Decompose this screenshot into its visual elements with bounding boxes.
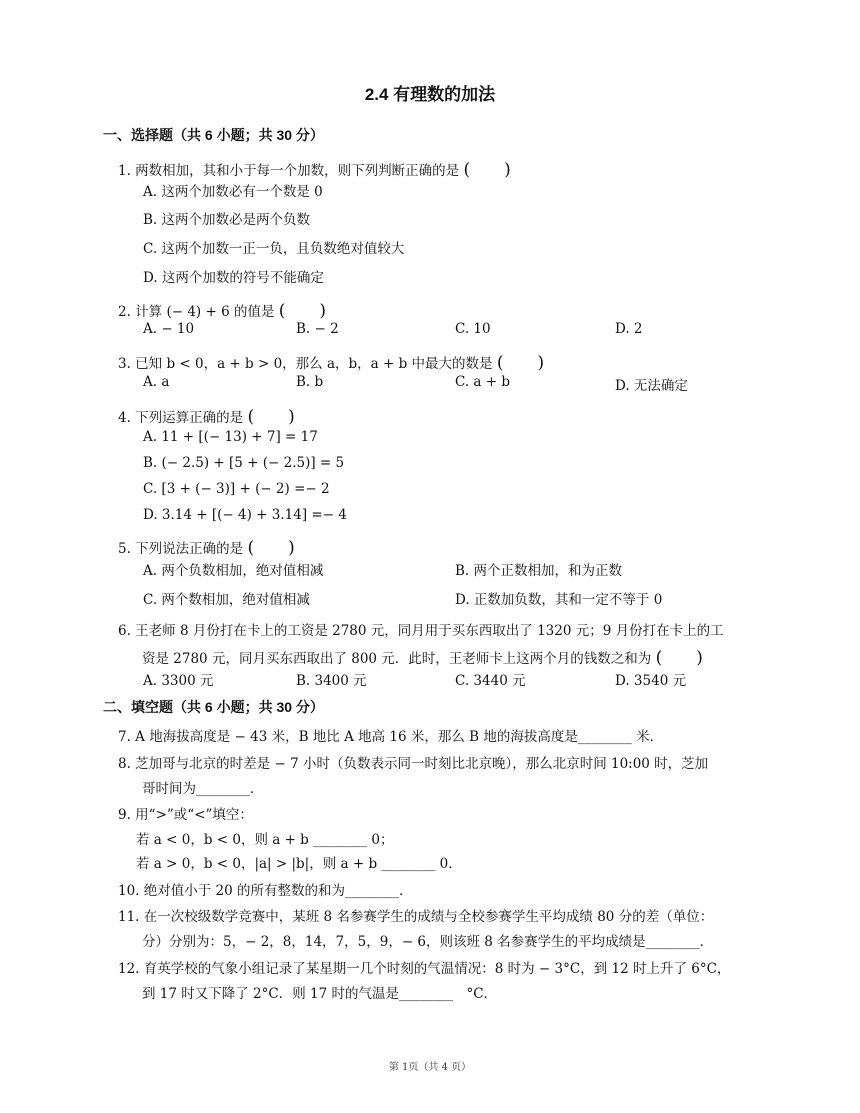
q1-option-b: B. 这两个加数必是两个负数 [143, 212, 311, 228]
q1-option-d: D. 这两个加数的符号不能确定 [143, 270, 324, 286]
question-stem: 2. 计算 (− 4) + 6 的值是 [118, 304, 275, 320]
answer-paren: ( ) [496, 353, 545, 373]
question-12-line-1: 12. 育英学校的气象小组记录了某星期一几个时刻的气温情况：8 时为 − 3°C，到 12 时上升了 6°C， [118, 961, 731, 977]
answer-paren: ( ) [278, 301, 327, 321]
q6-option-a: A. 3300 元 [143, 673, 214, 689]
question-9-line-2: 若 a < 0，b < 0，则 a + b ________ 0； [136, 832, 394, 848]
q3-option-a: A. a [143, 374, 170, 390]
question-11-line-2: 分）分别为：5，− 2，8，14，7，5，9，− 6，则该班 8 名参赛学生的平均成绩是________． [142, 934, 714, 950]
question-6-line-1: 6. 王老师 8 月份打在卡上的工资是 2780 元，同月用于买东西取出了 1320 元；9 月份打在卡上的工 [118, 623, 724, 639]
question-stem: 1. 两数相加，其和小于每一个加数，则下列判断正确的是 [118, 163, 460, 179]
question-5 [118, 533, 295, 558]
section-heading-choice: 一、选择题（共 6 小题；共 30 分） [103, 127, 324, 143]
q5-option-a: A. 两个负数相加，绝对值相减 [143, 563, 324, 579]
q6-option-b: B. 3400 元 [296, 673, 367, 689]
q2-option-b: B. − 2 [296, 321, 339, 337]
q3-option-b: B. b [296, 374, 324, 390]
question-6-line-2 [142, 643, 703, 668]
q1-option-c: C. 这两个加数一正一负，且负数绝对值较大 [143, 241, 405, 257]
q4-option-a: A. 11 + [(− 13) + 7] = 17 [143, 429, 318, 445]
q4-option-d: D. 3.14 + [(− 4) + 3.14] =− 4 [143, 507, 347, 523]
question-10: 10. 绝对值小于 20 的所有整数的和为________． [118, 883, 413, 899]
q5-option-b: B. 两个正数相加，和为正数 [455, 563, 623, 579]
question-9-line-1: 9. 用“>”或“<”填空： [118, 807, 253, 823]
question-9-line-3: 若 a > 0，b < 0，|a| > |b|，则 a + b ________ 0． [136, 856, 462, 872]
question-3 [118, 348, 544, 373]
question-11-line-1: 11. 在一次校级数学竞赛中，某班 8 名参赛学生的成绩与全校参赛学生平均成绩 80 分的差（单位： [118, 909, 714, 925]
q5-option-c: C. 两个数相加，绝对值相减 [143, 592, 310, 608]
question-12-line-2: 到 17 时又下降了 2°C．则 17 时的气温是________ °C． [142, 986, 498, 1002]
question-2 [118, 296, 326, 321]
q5-option-d: D. 正数加负数，其和一定不等于 0 [455, 592, 663, 608]
q3-option-c: C. a + b [455, 374, 511, 390]
answer-paren: ( ) [247, 407, 295, 427]
q4-option-b: B. (− 2.5) + [5 + (− 2.5)] = 5 [143, 455, 345, 471]
answer-paren: ( ) [655, 648, 703, 668]
q6-option-d: D. 3540 元 [615, 673, 687, 689]
question-7: 7. A 地海拔高度是 − 43 米，B 地比 A 地高 16 米，那么 B 地的海拔高度是________ 米． [118, 729, 664, 745]
q4-option-c: C. [3 + (− 3)] + (− 2) =− 2 [143, 481, 330, 497]
page-footer: 第 1页（共 4 页） [388, 1062, 472, 1073]
q2-option-a: A. − 10 [143, 321, 195, 337]
question-stem: 5. 下列说法正确的是 [118, 541, 244, 557]
q2-option-c: C. 10 [455, 321, 491, 337]
q1-option-a: A. 这两个加数必有一个数是 0 [143, 184, 323, 200]
q2-option-d: D. 2 [615, 321, 643, 337]
question-4 [118, 402, 295, 427]
answer-paren: ( ) [247, 538, 295, 558]
answer-paren: ( ) [463, 160, 511, 180]
q3-option-d: D. 无法确定 [615, 378, 688, 394]
question-8-line-2: 哥时间为________． [142, 781, 264, 797]
question-1 [118, 155, 511, 180]
question-8-line-1: 8. 芝加哥与北京的时差是 − 7 小时（负数表示同一时刻比北京晚），那么北京时间 10:00 时，芝加 [118, 756, 709, 772]
question-stem: 资是 2780 元，同月买东西取出了 800 元．此时，王老师卡上这两个月的钱数之和为 [142, 651, 652, 667]
section-heading-fill: 二、填空题（共 6 小题；共 30 分） [103, 699, 324, 715]
q6-option-c: C. 3440 元 [455, 673, 526, 689]
question-stem: 3. 已知 b < 0，a + b > 0，那么 a，b，a + b 中最大的数是 [118, 356, 493, 372]
question-stem: 4. 下列运算正确的是 [118, 410, 244, 426]
page-title: 2.4 有理数的加法 [364, 85, 496, 104]
